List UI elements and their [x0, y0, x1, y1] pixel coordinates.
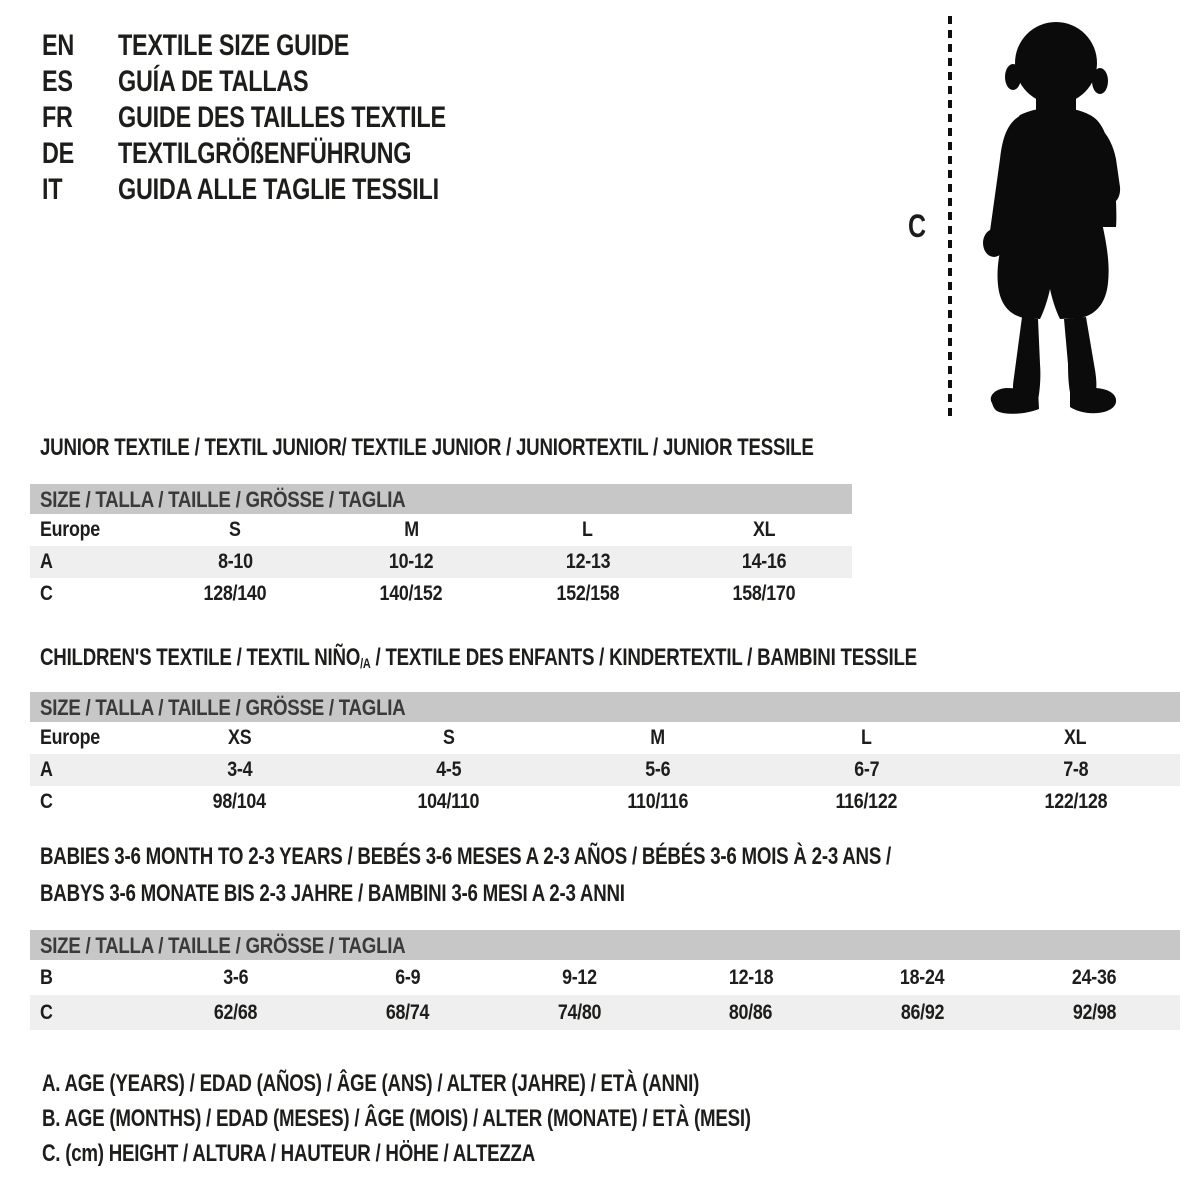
heading-text: / TEXTILE DES ENFANTS / KINDERTEXTIL / BAMBINI TESSILE: [370, 644, 917, 671]
table-row-age: [30, 754, 1180, 786]
age-cell: 12-18: [728, 965, 773, 989]
language-code: ES: [42, 65, 73, 98]
toddler-silhouette-image: [960, 18, 1140, 420]
babies-size-table: [30, 930, 1180, 1030]
size-cell: XS: [227, 726, 252, 749]
language-title: TEXTILGRÖßENFÜHRUNG: [118, 137, 412, 170]
age-cell: 14-16: [741, 550, 787, 573]
junior-size-table: [30, 484, 852, 610]
height-cell: 152/158: [556, 582, 619, 605]
table-row-age: [30, 546, 852, 578]
babies-section-heading-line1: BABIES 3-6 MONTH TO 2-3 YEARS / BEBÉS 3-6 MESES A 2-3 AÑOS / BÉBÉS 3-6 MOIS À 2-3 ANS /: [40, 843, 892, 870]
size-cell: L: [861, 726, 872, 749]
table-row-height: [30, 786, 1180, 818]
row-label: C: [40, 790, 53, 813]
size-header-bar: SIZE / TALLA / TAILLE / GRÖSSE / TAGLIA: [30, 692, 1180, 722]
babies-section-heading-line2: BABYS 3-6 MONATE BIS 2-3 JAHRE / BAMBINI 3-6 MESI A 2-3 ANNI: [40, 880, 625, 907]
age-cell: 24-36: [1071, 965, 1117, 989]
age-cell: 6-9: [394, 965, 420, 989]
age-cell: 7-8: [1062, 758, 1089, 781]
height-cell: 158/170: [732, 582, 796, 605]
language-title: GUIDE DES TAILLES TEXTILE: [118, 101, 446, 134]
legend-line-c: C. (cm) HEIGHT / ALTURA / HAUTEUR / HÖHE / ALTEZZA: [42, 1140, 536, 1167]
heading-subscript: /A: [360, 655, 371, 671]
age-cell: 6-7: [853, 758, 880, 781]
height-cell: 128/140: [203, 582, 267, 605]
height-cell: 110/116: [627, 790, 688, 813]
row-label: Europe: [40, 518, 100, 541]
height-measure-dashed-line: [948, 16, 952, 416]
language-list: [42, 28, 538, 208]
language-code: IT: [42, 173, 63, 206]
row-label: C: [40, 1000, 53, 1024]
children-section-heading: [40, 646, 1164, 672]
height-cell: 86/92: [900, 1000, 945, 1024]
age-cell: 9-12: [561, 965, 597, 989]
table-row-age-months: [30, 960, 1180, 995]
size-cell: XL: [752, 518, 776, 541]
height-cell: 140/152: [380, 582, 443, 605]
height-cell: 104/110: [417, 790, 480, 813]
height-cell: 80/86: [729, 1000, 773, 1024]
height-cell: 98/104: [212, 790, 267, 813]
height-cell: 62/68: [214, 1000, 258, 1024]
age-cell: 10-12: [389, 550, 434, 573]
age-cell: 18-24: [900, 965, 945, 989]
language-title: TEXTILE SIZE GUIDE: [118, 29, 350, 62]
size-cell: XL: [1064, 726, 1087, 749]
language-row-fr: [42, 100, 538, 136]
age-cell: 4-5: [435, 758, 462, 781]
height-cell: 74/80: [557, 1000, 601, 1024]
height-cell: 116/122: [835, 790, 898, 813]
age-cell: 3-6: [223, 965, 249, 989]
size-cell: M: [650, 726, 665, 749]
size-cell: S: [442, 726, 455, 749]
language-row-en: [42, 28, 538, 64]
legend: [42, 1066, 951, 1171]
height-cell: 92/98: [1072, 1000, 1116, 1024]
row-label: C: [40, 582, 53, 605]
height-cell: 68/74: [385, 1000, 430, 1024]
size-header-bar: SIZE / TALLA / TAILLE / GRÖSSE / TAGLIA: [30, 484, 852, 514]
size-header-bar: SIZE / TALLA / TAILLE / GRÖSSE / TAGLIA: [30, 930, 1180, 960]
language-title: GUIDA ALLE TAGLIE TESSILI: [118, 173, 439, 206]
heading-text: CHILDREN'S TEXTILE / TEXTIL NIÑO: [40, 644, 361, 671]
table-row-height: [30, 995, 1180, 1030]
age-cell: 12-13: [565, 550, 610, 573]
age-cell: 5-6: [644, 758, 671, 781]
height-cell: 122/128: [1044, 790, 1107, 813]
table-row-europe: [30, 722, 1180, 754]
table-row-europe: [30, 514, 852, 546]
table-row-height: [30, 578, 852, 610]
row-label: Europe: [40, 726, 100, 749]
language-row-de: [42, 136, 538, 172]
children-size-table: [30, 692, 1180, 818]
height-measure-label: C: [908, 208, 926, 244]
row-label: A: [40, 758, 53, 781]
language-row-es: [42, 64, 538, 100]
legend-line-b: B. AGE (MONTHS) / EDAD (MESES) / ÂGE (MOIS) / ALTER (MONATE) / ETÀ (MESI): [42, 1105, 751, 1132]
legend-line-a: A. AGE (YEARS) / EDAD (AÑOS) / ÂGE (ANS) / ALTER (JAHRE) / ETÀ (ANNI): [42, 1070, 700, 1097]
size-cell: S: [229, 518, 241, 541]
language-row-it: [42, 172, 538, 208]
language-title: GUÍA DE TALLAS: [118, 65, 309, 98]
language-code: EN: [42, 29, 75, 62]
language-code: FR: [42, 101, 73, 134]
row-label: A: [40, 550, 53, 573]
size-cell: M: [404, 518, 419, 541]
row-label: B: [40, 965, 53, 989]
size-cell: L: [582, 518, 593, 541]
age-cell: 8-10: [217, 550, 253, 573]
age-cell: 3-4: [226, 758, 253, 781]
junior-section-heading: JUNIOR TEXTILE / TEXTIL JUNIOR/ TEXTILE JUNIOR / JUNIORTEXTIL / JUNIOR TESSILE: [40, 434, 814, 461]
language-code: DE: [42, 137, 75, 170]
